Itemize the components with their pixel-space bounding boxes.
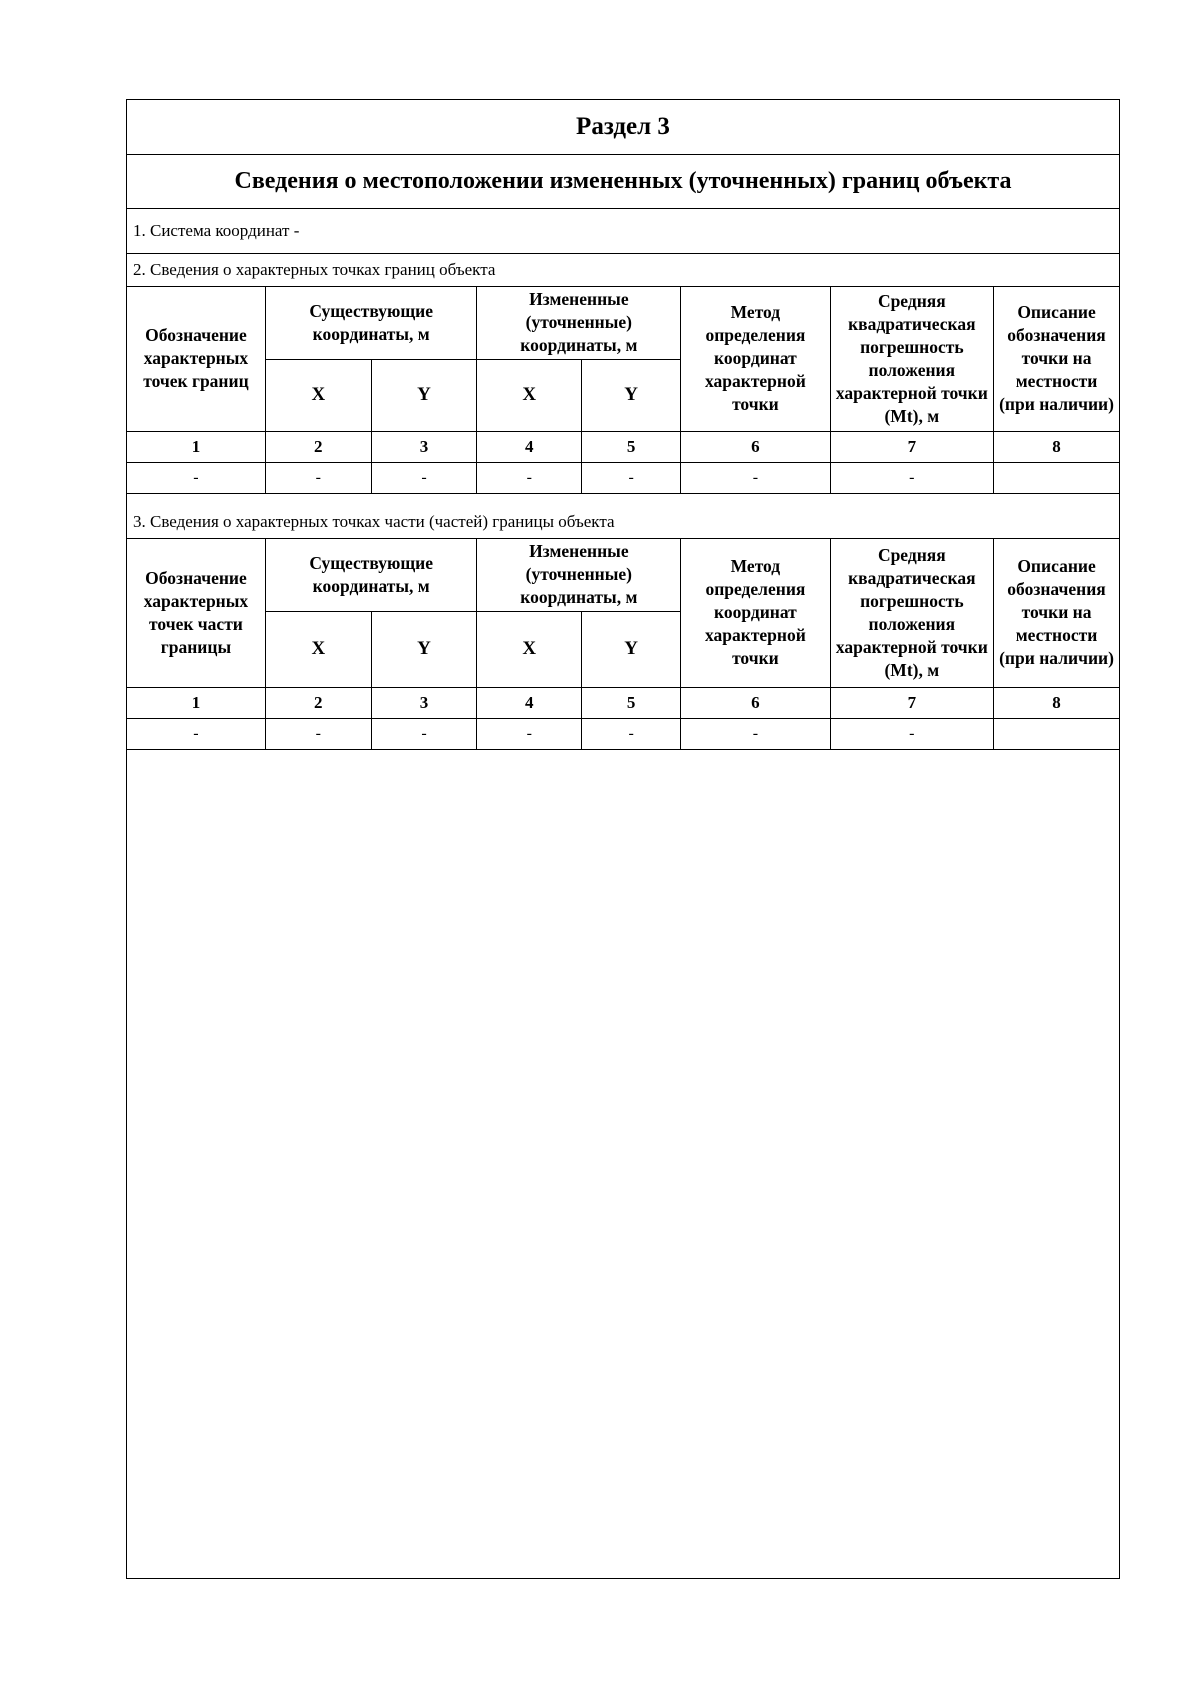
column-number: 3 — [371, 431, 477, 462]
column-number: 7 — [830, 687, 994, 718]
header-description: Описание обозначения точки на местности (при наличии) — [994, 539, 1119, 687]
column-number: 2 — [265, 687, 371, 718]
table-cell: - — [582, 718, 681, 749]
section-title: Раздел 3 — [127, 100, 1119, 155]
table-cell: - — [371, 718, 477, 749]
column-number: 5 — [582, 687, 681, 718]
header-error: Средняя квадратическая погрешность положения характерной точки (Mt), м — [830, 539, 994, 687]
column-number: 6 — [681, 431, 830, 462]
header-x: X — [265, 359, 371, 431]
table-cell: - — [127, 718, 265, 749]
table-cell — [994, 462, 1119, 493]
column-number: 4 — [477, 687, 582, 718]
table-cell: - — [681, 462, 830, 493]
table-cell — [994, 718, 1119, 749]
table-cell: - — [681, 718, 830, 749]
header-method: Метод определения координат характерной точки — [681, 287, 830, 431]
header-x: X — [477, 611, 582, 687]
table-cell: - — [265, 718, 371, 749]
header-existing-coords: Существующие координаты, м — [265, 287, 476, 359]
header-y: Y — [371, 359, 477, 431]
boundary-part-points-table — [127, 539, 1119, 750]
table-cell: - — [477, 718, 582, 749]
table2-caption: 3. Сведения о характерных точках части (частей) границы объекта — [127, 506, 1119, 539]
header-existing-coords: Существующие координаты, м — [265, 539, 476, 611]
header-y: Y — [582, 611, 681, 687]
column-number: 3 — [371, 687, 477, 718]
header-y: Y — [582, 359, 681, 431]
column-number: 5 — [582, 431, 681, 462]
header-x: X — [477, 359, 582, 431]
table-cell: - — [127, 462, 265, 493]
document-title: Сведения о местоположении измененных (уточненных) границ объекта — [127, 155, 1119, 209]
coordinate-system-line: 1. Система координат - — [127, 209, 1119, 254]
table-cell: - — [477, 462, 582, 493]
header-y: Y — [371, 611, 477, 687]
column-number: 8 — [994, 431, 1119, 462]
column-number: 1 — [127, 687, 265, 718]
column-number: 7 — [830, 431, 994, 462]
table-cell: - — [265, 462, 371, 493]
header-error: Средняя квадратическая погрешность положения характерной точки (Mt), м — [830, 287, 994, 431]
boundary-points-table — [127, 287, 1119, 494]
table-cell: - — [582, 462, 681, 493]
column-number: 2 — [265, 431, 371, 462]
table-cell: - — [371, 462, 477, 493]
document-frame — [126, 99, 1120, 1579]
header-point-label: Обозначение характерных точек границ — [127, 287, 265, 431]
header-x: X — [265, 611, 371, 687]
column-number: 6 — [681, 687, 830, 718]
column-number: 1 — [127, 431, 265, 462]
header-point-label: Обозначение характерных точек части границы — [127, 539, 265, 687]
header-changed-coords: Измененные (уточненные) координаты, м — [477, 539, 681, 611]
header-method: Метод определения координат характерной точки — [681, 539, 830, 687]
header-changed-coords: Измененные (уточненные) координаты, м — [477, 287, 681, 359]
table1-caption: 2. Сведения о характерных точках границ объекта — [127, 254, 1119, 287]
header-description: Описание обозначения точки на местности (при наличии) — [994, 287, 1119, 431]
column-number: 4 — [477, 431, 582, 462]
table-cell: - — [830, 462, 994, 493]
table-cell: - — [830, 718, 994, 749]
column-number: 8 — [994, 687, 1119, 718]
